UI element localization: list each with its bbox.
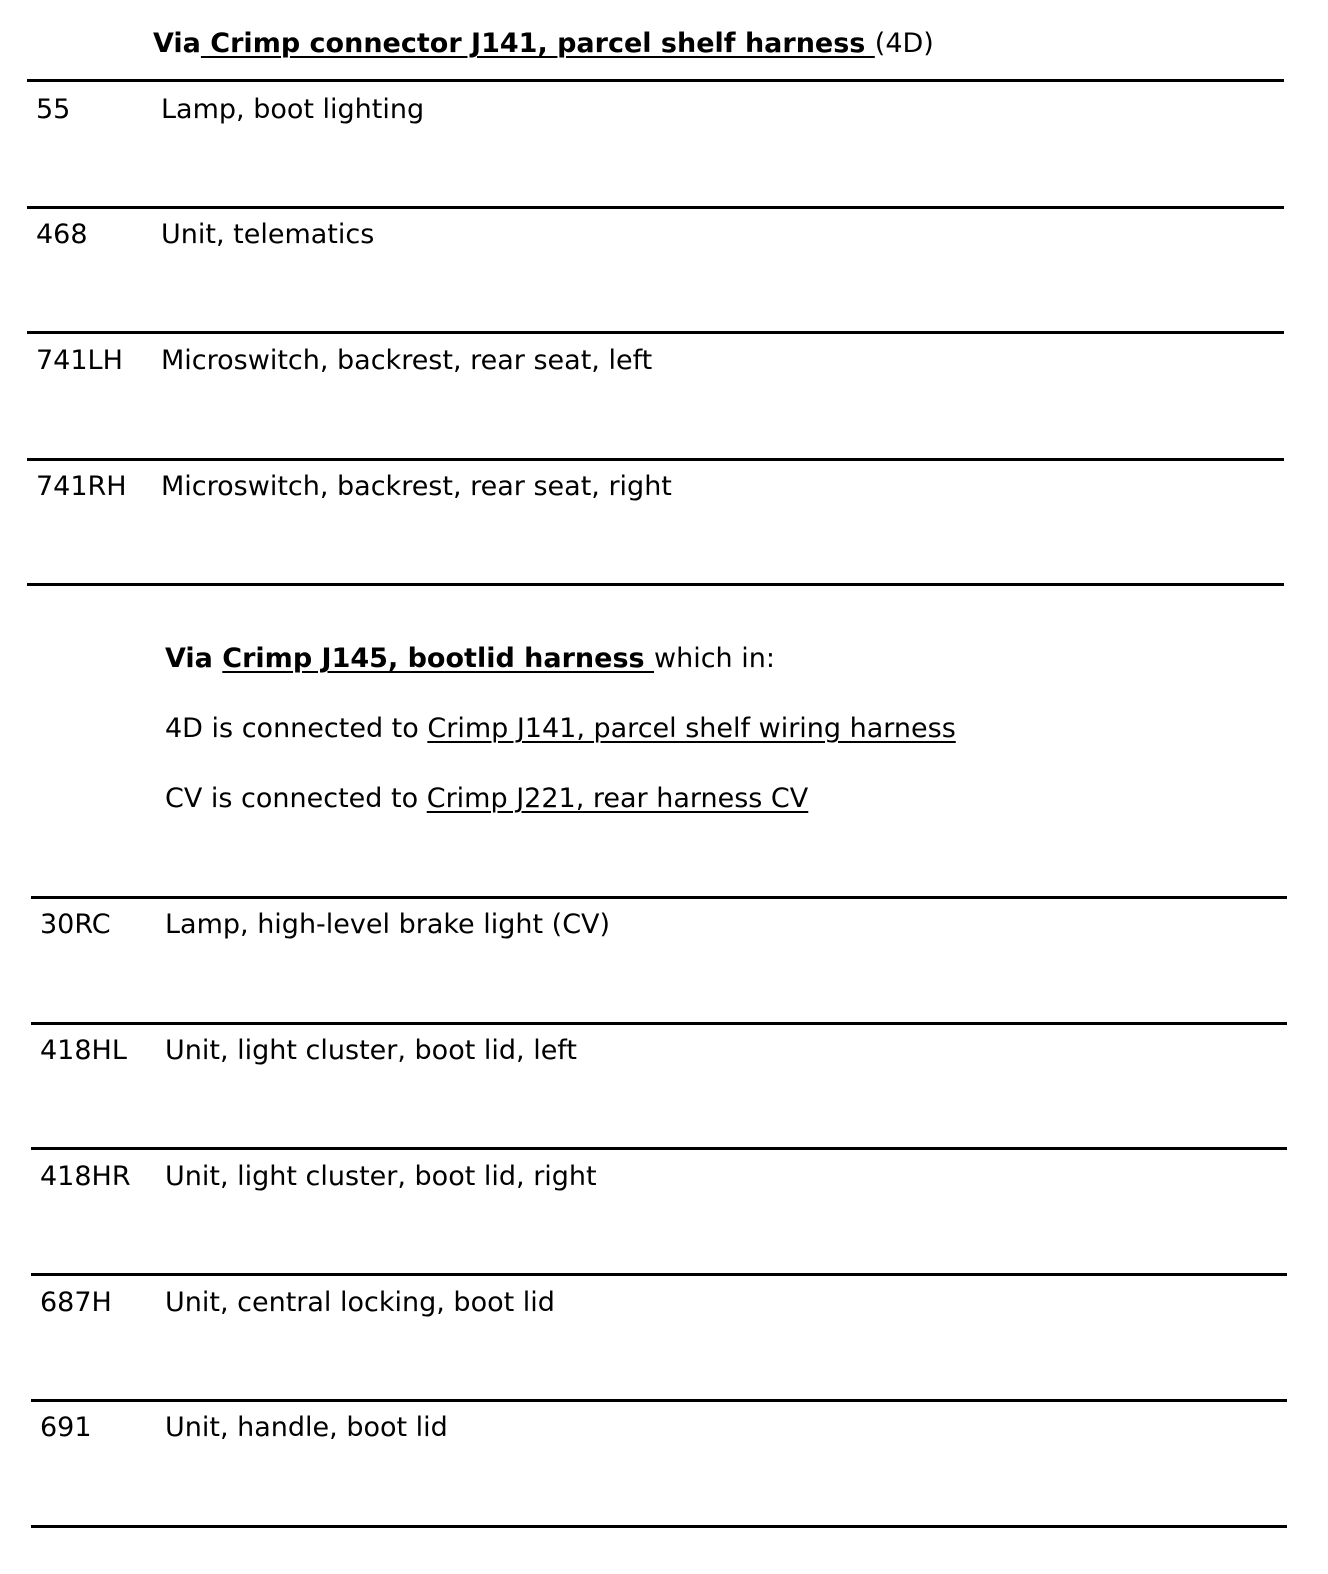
divider	[31, 1022, 1287, 1025]
component-code: 418HR	[40, 1161, 131, 1192]
section1-heading-suffix: (4D)	[874, 28, 934, 59]
divider	[31, 1147, 1287, 1150]
component-code: 468	[36, 219, 88, 250]
divider	[27, 331, 1284, 334]
section1-heading	[153, 30, 934, 57]
component-description: Unit, light cluster, boot lid, right	[165, 1161, 597, 1192]
section2-heading-suffix: which in:	[654, 643, 775, 674]
component-description: Unit, central locking, boot lid	[165, 1287, 555, 1318]
section1-heading-link[interactable]: Crimp connector J141, parcel shelf harness	[200, 28, 875, 59]
connection-note	[165, 715, 956, 742]
divider	[31, 1525, 1287, 1528]
component-code: 30RC	[40, 909, 111, 940]
connection-note-link[interactable]: Crimp J221, rear harness CV	[426, 783, 809, 814]
section1-heading-prefix: Via	[153, 28, 201, 59]
component-description: Unit, telematics	[161, 219, 375, 250]
section2-heading-link[interactable]: Crimp J145, bootlid harness	[222, 643, 655, 674]
connection-note-prefix: 4D is connected to	[165, 713, 428, 744]
connection-note	[165, 785, 808, 812]
divider	[31, 1399, 1287, 1402]
divider	[27, 206, 1284, 209]
component-code: 741RH	[36, 471, 127, 502]
divider	[27, 458, 1284, 461]
component-description: Lamp, high-level brake light (CV)	[165, 909, 611, 940]
divider	[31, 1273, 1287, 1276]
section2-heading-prefix: Via	[165, 643, 223, 674]
section2-heading	[165, 645, 775, 672]
component-code: 691	[40, 1412, 92, 1443]
connection-note-link[interactable]: Crimp J141, parcel shelf wiring harness	[427, 713, 956, 744]
component-description: Unit, light cluster, boot lid, left	[165, 1035, 577, 1066]
component-code: 687H	[40, 1287, 112, 1318]
component-description: Unit, handle, boot lid	[165, 1412, 448, 1443]
component-description: Lamp, boot lighting	[161, 94, 425, 125]
divider	[27, 583, 1284, 586]
divider	[31, 896, 1287, 899]
divider	[27, 79, 1284, 82]
component-code: 55	[36, 94, 71, 125]
component-description: Microswitch, backrest, rear seat, right	[161, 471, 672, 502]
component-code: 418HL	[40, 1035, 127, 1066]
component-code: 741LH	[36, 345, 123, 376]
component-description: Microswitch, backrest, rear seat, left	[161, 345, 653, 376]
connection-note-prefix: CV is connected to	[165, 783, 427, 814]
